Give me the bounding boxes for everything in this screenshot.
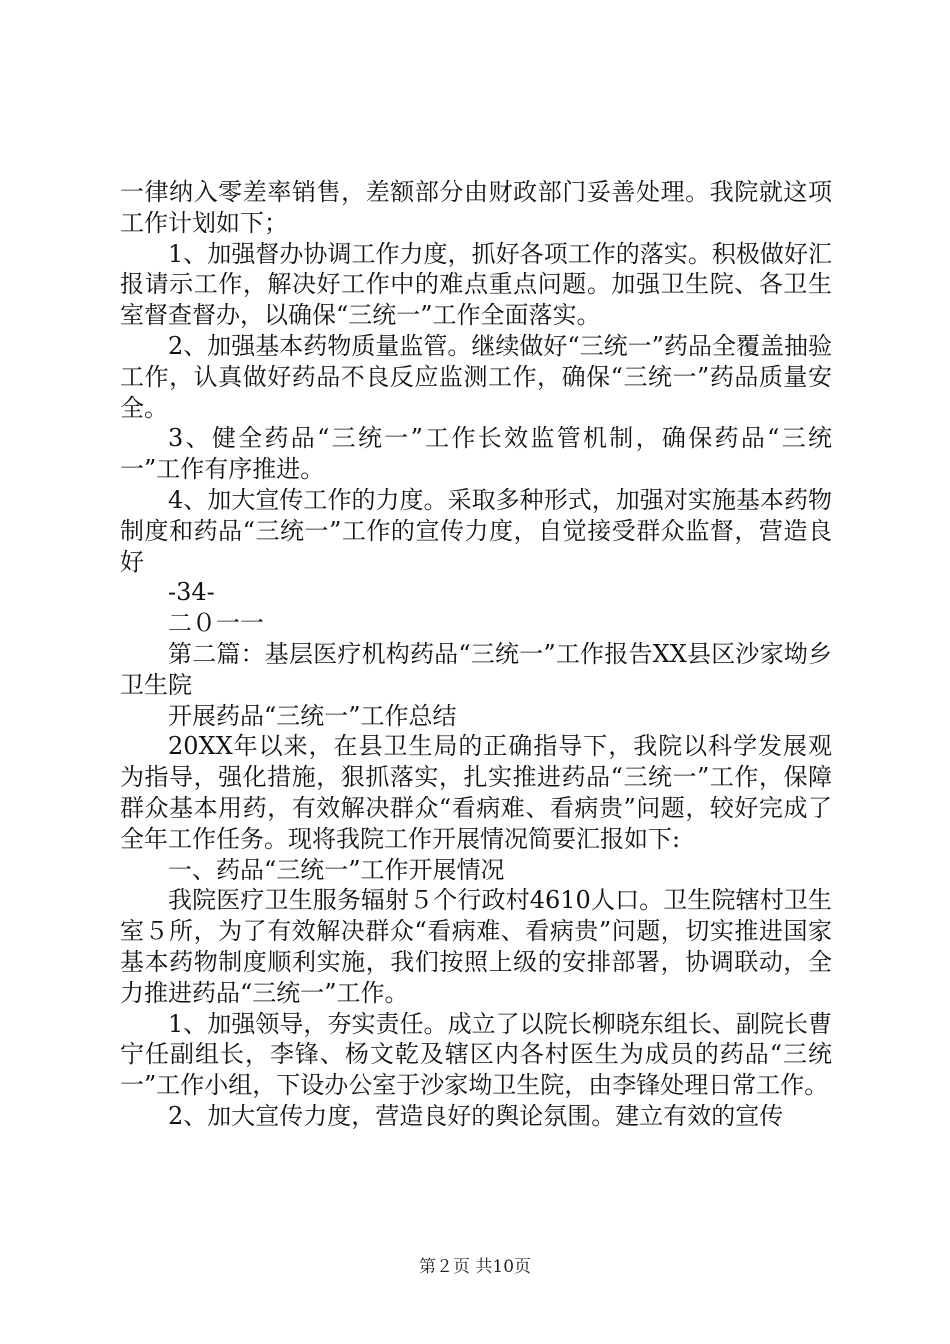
date-line: 二０一一: [168, 609, 264, 638]
paragraph: 4、加大宣传工作的力度。采取多种形式，加强对实施基本药物制度和药品“三统一”工作的宣传力度，自觉接受群众监督，营造良好: [120, 485, 832, 576]
section-subtitle: 开展药品“三统一”工作总结: [168, 701, 457, 730]
paragraph: 2、加大宣传力度，营造良好的舆论氛围。建立有效的宣传: [168, 1101, 784, 1130]
page-number-marker: -34-: [168, 578, 215, 607]
document-body: [120, 177, 832, 1132]
paragraph: 3、健全药品“三统一”工作长效监管机制，确保药品“三统一”工作有序推进。: [120, 424, 832, 484]
paragraph: 我院医疗卫生服务辐射５个行政村4610人口。卫生院辖村卫生室５所，为了有效解决群众“看病难、看病贵”问题，切实推进国家基本药物制度顺利实施，我们按照上级的安排部署，协调联动，全力推进药品“三统一”工作。: [120, 886, 832, 1007]
paragraph: 2、加强基本药物质量监管。继续做好“三统一”药品全覆盖抽验工作，认真做好药品不良反应监测工作，确保“三统一”药品质量安全。: [120, 331, 832, 422]
paragraph: 1、加强督办协调工作力度，抓好各项工作的落实。积极做好汇报请示工作，解决好工作中的难点重点问题。加强卫生院、各卫生室督查督办，以确保“三统一”工作全面落实。: [120, 239, 832, 330]
page-footer: 第２页 共10页: [418, 1257, 532, 1277]
subsection-heading: 一、药品“三统一”工作开展情况: [168, 855, 505, 884]
paragraph: 一律纳入零差率销售，差额部分由财政部门妥善处理。我院就这项工作计划如下；: [120, 178, 832, 237]
paragraph: 20XX年以来，在县卫生局的正确指导下，我院以科学发展观为指导，强化措施，狠抓落实，扎实推进药品“三统一”工作，保障群众基本用药，有效解决群众“看病难、看病贵”问题，较好完成了全年工作任务。现将我院工作开展情况简要汇报如下:: [120, 732, 832, 853]
paragraph: 1、加强领导，夯实责任。成立了以院长柳晓东组长、副院长曹宁任副组长，李锋、杨文乾及辖区内各村医生为成员的药品“三统一”工作小组，下设办公室于沙家坳卫生院，由李锋处理日常工作。: [120, 1009, 832, 1100]
section-heading: 第二篇：基层医疗机构药品“三统一”工作报告XX县区沙家坳乡卫生院: [120, 639, 832, 699]
